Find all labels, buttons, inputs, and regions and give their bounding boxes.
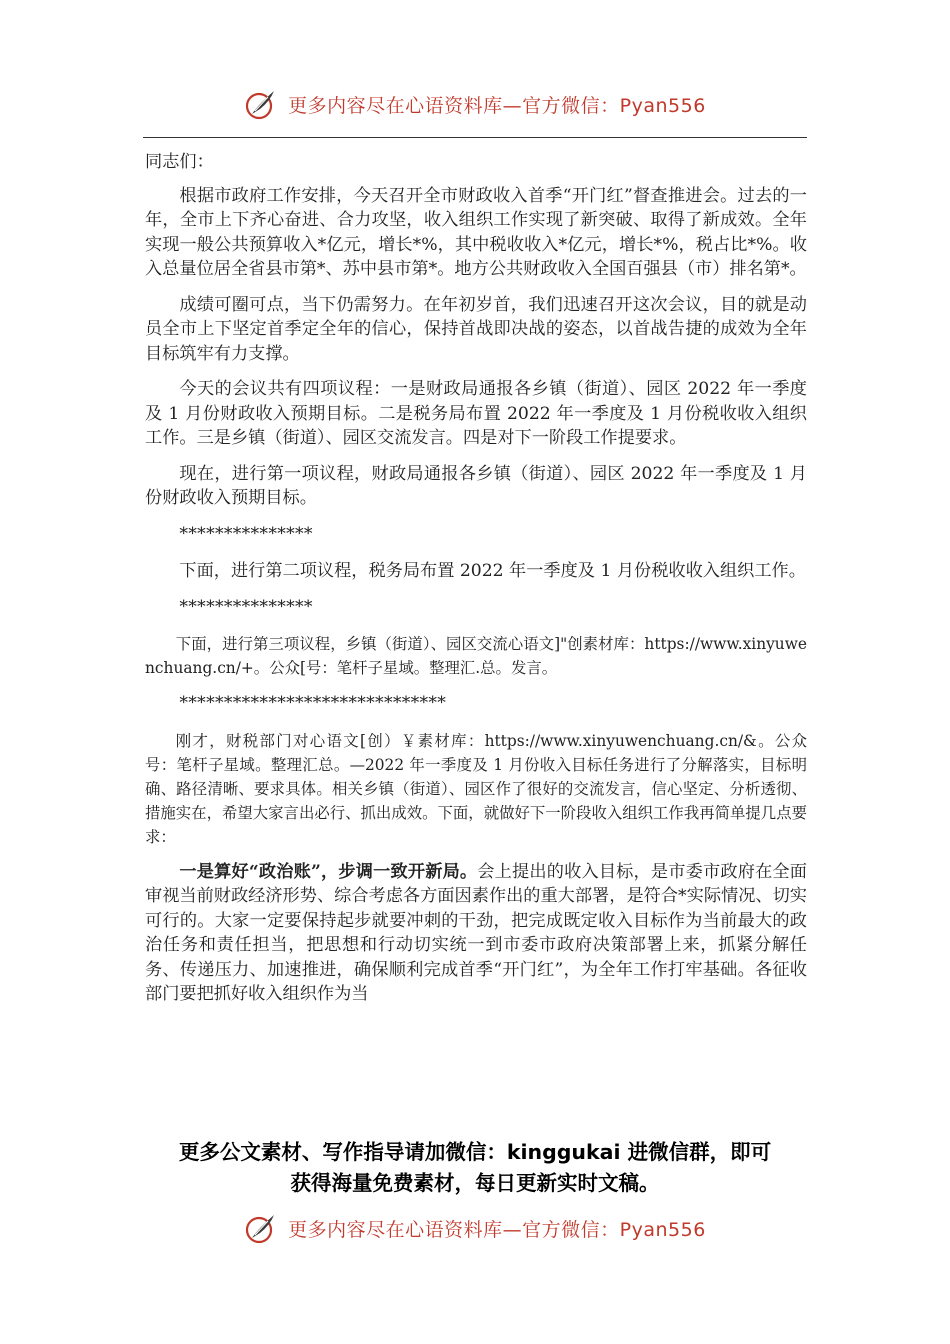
point-one-heading: 一是算好“政治账”，步调一致开新局。 (179, 861, 478, 882)
paragraph-2: 成绩可圈可点，当下仍需努力。在年初岁首，我们迅速召开这次会议，目的就是动员全市上下坚定首季定全年的信心，保持首战即决战的姿态，以首战告捷的成效为全年目标筑牢有力支撑。 (145, 294, 807, 364)
header-banner-text: 更多内容尽在心语资料库—官方微信：Pyan556 (288, 94, 706, 117)
promo-line-1: 更多公文素材、写作指导请加微信：kinggukai 进微信群，即可 (178, 1140, 772, 1164)
separator-stars-2: *************** (179, 596, 313, 617)
point-one-body: 会上提出的收入目标，是市委市政府在全面审视当前财政经济形势、综合考虑各方面因素作出的重大部署，是符合*实际情况、切实可行的。大家一定要保持起步就要冲刺的干劲，把完成既定收入目标作为当前最大的政治任务和责任担当，把思想和行动切实统一到市委市政府决策部署上来，抓紧分解任务、传递压力、加速推进，确保顺利完成首季“开门红”，为全年工作打牢基础。各征收部门要把抓好收入组织作为当 (145, 861, 807, 1004)
paragraph-third-item: 下面，进行第三项议程，乡镇（街道）、园区交流心语文]"创素材库：https://www.xinyuwenchuang.cn/+。公众[号：笔杆子星域。整理汇.总。发言。 (145, 635, 807, 677)
paragraph-just-now: 刚才，财税部门对心语文[创）￥素材库：https://www.xinyuwenchuang.cn/&。公众号：笔杆子星域。整理汇总。—2022 年一季度及 1 月份收入目标任务进行了分解落实，目标明确、路径清晰、要求具体。相关乡镇（街道）、园区作了很好的交流发言，信心坚定、分析透彻、措施实在，希望大家言出必行、抓出成效。下面，就做好下一阶段收入组织工作我再简单提几点要求： (145, 731, 807, 846)
document-body (145, 150, 807, 1018)
paragraph-second-item: 下面，进行第二项议程，税务局布置 2022 年一季度及 1 月份税收收入组织工作。 (179, 561, 806, 581)
header-banner (0, 84, 950, 124)
separator-stars-1: *************** (179, 523, 313, 544)
paragraph-point-one (145, 860, 807, 1007)
paragraph-4: 现在，进行第一项议程，财政局通报各乡镇（街道）、园区 2022 年一季度及 1 月份财政收入预期目标。 (145, 463, 807, 508)
quill-pen-logo-icon (244, 1211, 278, 1245)
footer-banner (0, 1208, 950, 1248)
promo-block (0, 1137, 950, 1199)
quill-pen-logo-icon (244, 87, 278, 121)
promo-line-2: 获得海量免费素材，每日更新实时文稿。 (290, 1171, 660, 1195)
paragraph-3: 今天的会议共有四项议程：一是财政局通报各乡镇（街道）、园区 2022 年一季度及 1 月份财政收入预期目标。二是税务局布置 2022 年一季度及 1 月份税收收入组织工作。三是乡镇（街道）、园区交流发言。四是对下一阶段工作提要求。 (145, 379, 807, 448)
paragraph-1: 根据市政府工作安排，今天召开全市财政收入首季“开门红”督查推进会。过去的一年，全市上下齐心奋进、合力攻坚，收入组织工作实现了新突破、取得了新成效。全年实现一般公共预算收入*亿元，增长*%，其中税收收入*亿元，增长*%，税占比*%。收入总量位居全省县市第*、苏中县市第*。地方公共财政收入全国百强县（市）排名第*。 (145, 185, 807, 279)
separator-stars-3: ****************************** (179, 693, 447, 713)
header-divider (143, 137, 807, 138)
salutation: 同志们： (145, 152, 214, 172)
footer-banner-text: 更多内容尽在心语资料库—官方微信：Pyan556 (288, 1218, 706, 1241)
